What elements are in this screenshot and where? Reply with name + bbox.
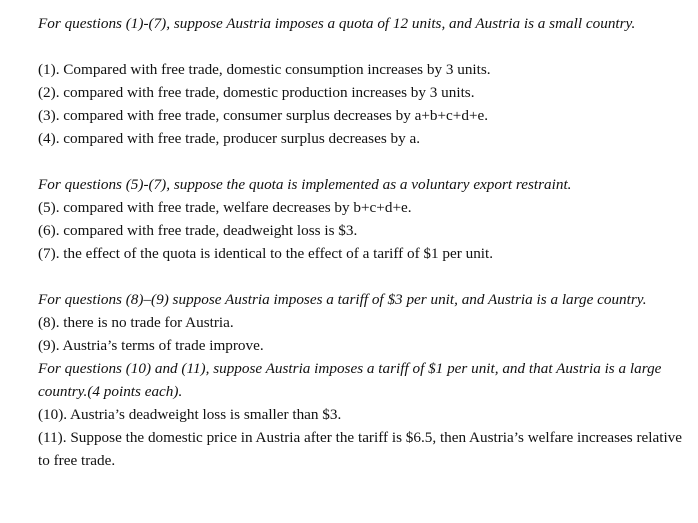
question-item: (3). compared with free trade, consumer surplus decreases by a+b+c+d+e. <box>38 107 489 124</box>
spacer <box>38 150 690 173</box>
section-intro: For questions (1)-(7), suppose Austria imposes a quota of 12 units, and Austria is a small country. <box>38 15 636 32</box>
question-item: (4). compared with free trade, producer surplus decreases by a. <box>38 130 421 147</box>
question-item: (10). Austria’s deadweight loss is smaller than $3. <box>38 406 342 423</box>
question-item: (8). there is no trade for Austria. <box>38 314 234 331</box>
section-intro: For questions (5)-(7), suppose the quota is implemented as a voluntary export restraint. <box>38 176 572 193</box>
question-item: (2). compared with free trade, domestic production increases by 3 units. <box>38 84 475 101</box>
question-item: (9). Austria’s terms of trade improve. <box>38 337 264 354</box>
question-item: (5). compared with free trade, welfare decreases by b+c+d+e. <box>38 199 412 216</box>
section-voluntary-export-restraint <box>38 173 690 265</box>
question-item: (7). the effect of the quota is identical to the effect of a tariff of $1 per unit. <box>38 245 494 262</box>
question-document <box>38 12 690 472</box>
section-intro: For questions (10) and (11), suppose Austria imposes a tariff of $1 per unit, and that Austria is a large country.(4 points each). <box>38 360 662 400</box>
spacer <box>38 265 690 288</box>
section-tariff-1-large-country <box>38 357 690 472</box>
question-item: (1). Compared with free trade, domestic consumption increases by 3 units. <box>38 61 491 78</box>
section-tariff-3-large-country <box>38 288 690 357</box>
question-item: (6). compared with free trade, deadweight loss is $3. <box>38 222 358 239</box>
spacer <box>38 35 690 58</box>
section-intro: For questions (8)–(9) suppose Austria imposes a tariff of $3 per unit, and Austria is a large country. <box>38 291 647 308</box>
question-item: (11). Suppose the domestic price in Austria after the tariff is $6.5, then Austria’s welfare increases relative to free trade. <box>38 429 682 469</box>
section-quota-small-country <box>38 12 690 150</box>
